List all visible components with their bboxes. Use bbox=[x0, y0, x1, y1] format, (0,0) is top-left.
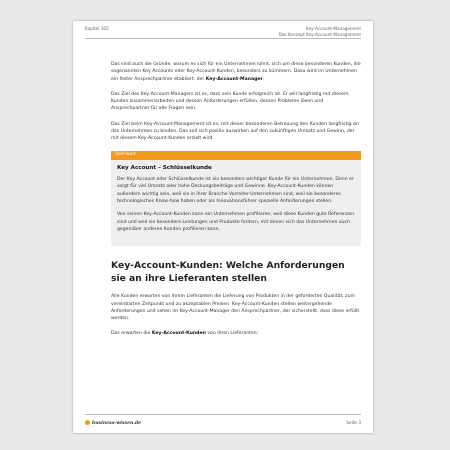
header-title-line2: Das Konzept Key-Account-Management bbox=[278, 32, 361, 37]
paragraph-1-end: . bbox=[262, 76, 265, 82]
section-paragraph-1: Alle Kunden erwarten von ihrem Lieferanten die Lieferung von Produkten in der geforderten Qualität, zum vereinbarten Zeitpunkt und zu akzeptablen Preisen. Key-Account-Kunden stellen weitergehende Anforderungen und sehen im Key-Account-Manager den Ansprechpartner, der sicherstellt, dass diese erfüllt werden. bbox=[111, 294, 360, 322]
page-content bbox=[111, 61, 361, 346]
section-paragraph-2-bold: Key-Account-Kunden bbox=[151, 331, 206, 337]
keyword-box bbox=[111, 151, 361, 247]
keyword-box-tag: Stichwort bbox=[111, 151, 361, 161]
paragraph-2: Das Ziel des Key-Account-Managers ist es, dass sein Kunde erfolgreich ist. Er will langfristig mit diesem Kunden zusammenarbeiten und dessen Anforderungen erfüllen, dessen Probleme lösen und Ansprechpartner für alle Fragen sein. bbox=[111, 91, 349, 112]
footer-logo-text: business-wissen.de bbox=[92, 421, 142, 426]
section-heading: Key-Account-Kunden: Welche Anforderungen sie an ihre Lieferanten stellen bbox=[111, 260, 345, 284]
keyword-box-paragraph-1: Der Key Account oder Schlüsselkunde ist ein besonders wichtiger Kunde für ein Unternehmen. Denn er sorgt für viel Umsatz oder hohe Deckungsbeiträge und Gewinne. Key-Account-Kunden können außerdem wichtig sein, weil sie in ihrer Branche Vorreiter-Unternehmen sind, weil sie besonderes technologisches Know-how haben oder als Innovationsführer spezielle Anforderungen stellen. bbox=[117, 177, 354, 205]
footer-logo bbox=[85, 420, 141, 426]
section-paragraph-2-text: Das erwarten die bbox=[111, 331, 152, 337]
header-chapter: Kapitel 102 bbox=[85, 26, 109, 31]
keyword-box-body bbox=[111, 160, 361, 246]
paragraph-3: Das Ziel beim Key-Account-Management ist es, mit dieser besonderen Betreuung den Kunden langfristig an das Unternehmen zu binden. Das soll sich positiv auswirken auf den zukünftigen Umsatz und Gewinn, der mit diesem Key-Account-Kunden erzielt wird. bbox=[111, 121, 359, 142]
keyword-box-title: Key Account – Schlüsselkunde bbox=[117, 165, 212, 172]
header-title bbox=[279, 26, 361, 38]
keyword-box-paragraph-2: Von seinen Key-Account-Kunden kann ein Unternehmen profitieren, weil diese Kunden gute Referenzen sind und weil sie besondere Leistungen und Produkte fordern, mit denen sich das Unternehmen auch gegenüber anderen Kunden profilieren kann. bbox=[117, 212, 355, 232]
header-divider bbox=[85, 38, 361, 39]
logo-dot-icon bbox=[85, 420, 90, 425]
header-title-line1: Key-Account-Management bbox=[306, 26, 361, 31]
paragraph-1 bbox=[111, 61, 361, 83]
paragraph-1-bold: Key-Account-Manager bbox=[205, 76, 263, 82]
section-paragraph-2-end: von ihren Lieferanten: bbox=[205, 331, 259, 337]
section-paragraph-2 bbox=[111, 330, 361, 337]
paragraph-1-text: Das sind auch die Gründe, warum es sich für ein Unternehmen lohnt, sich um diese besonderen Kunden, die sogenannten Key Accounts oder Key-Account-Kunden, besonders zu kümmern. Dazu wird im Unternehmen ein fester Ansprechpartner etabliert: der bbox=[111, 62, 361, 82]
document-page bbox=[73, 21, 373, 433]
footer-divider bbox=[85, 414, 361, 415]
page-number: Seite 3 bbox=[346, 420, 361, 425]
